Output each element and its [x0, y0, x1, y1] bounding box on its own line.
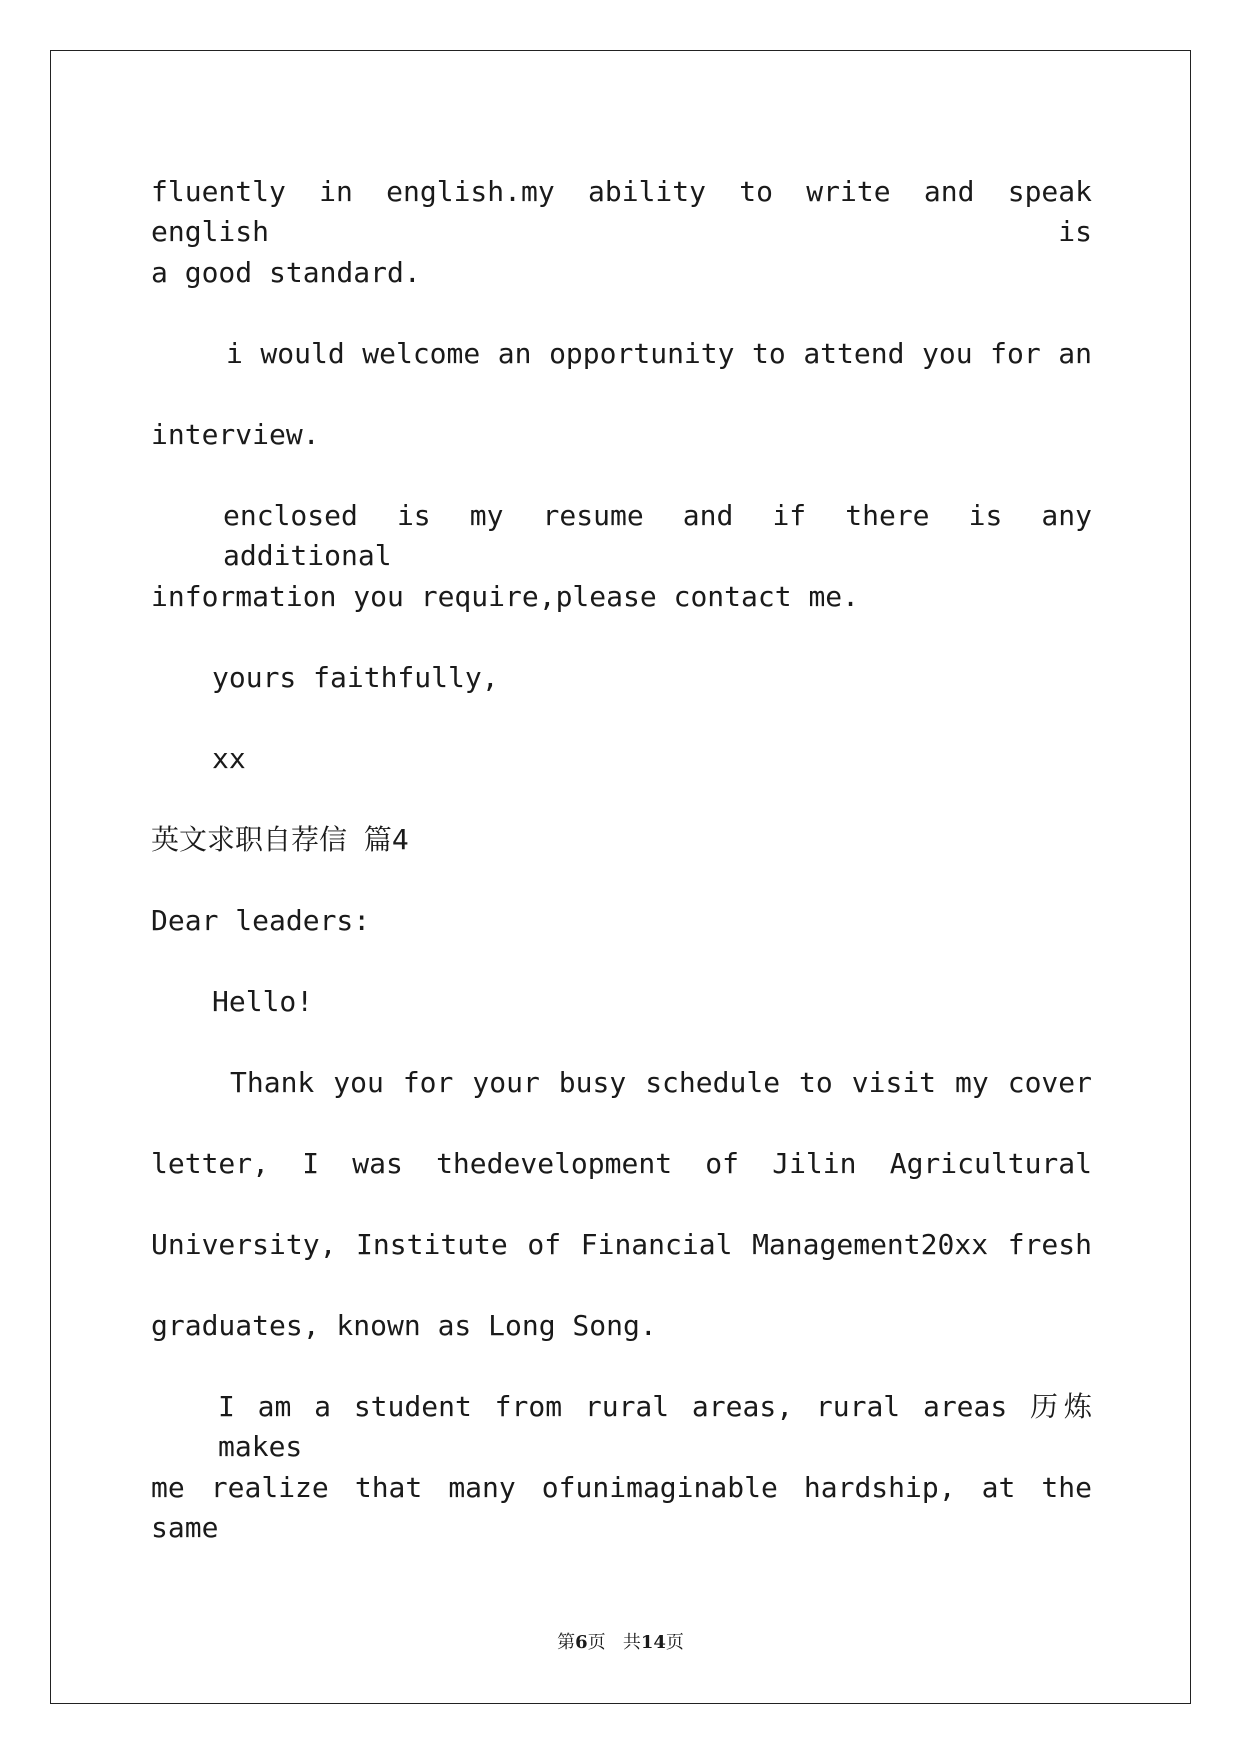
- body-line: me realize that many ofunimaginable hardship, at the same: [151, 1471, 1092, 1544]
- body-line: yours faithfully,: [212, 661, 499, 694]
- greeting: Hello!: [212, 985, 314, 1018]
- body-line: information you require,please contact me.: [151, 580, 860, 613]
- body-line: xx: [212, 742, 246, 775]
- body-line: fluently in english.my ability to write and speak english is: [151, 175, 1092, 248]
- page-number-footer: [0, 1628, 1241, 1654]
- current-page-number: 6: [575, 1632, 588, 1653]
- body-line: I am a student from rural areas, rural areas 历炼 makes: [218, 1390, 1092, 1463]
- body-line: enclosed is my resume and if there is any additional: [223, 499, 1092, 572]
- salutation: Dear leaders:: [151, 904, 371, 937]
- body-line: i would welcome an opportunity to attend you for an: [226, 337, 1092, 370]
- footer-total-prefix: 共: [622, 1632, 641, 1653]
- section-heading: 英文求职自荐信 篇4: [151, 823, 409, 856]
- body-line: graduates, known as Long Song.: [151, 1309, 657, 1342]
- body-line: letter, I was thedevelopment of Jilin Agricultural: [151, 1147, 1092, 1180]
- body-line: a good standard.: [151, 256, 421, 289]
- footer-prefix: 第: [557, 1632, 576, 1653]
- body-line: interview.: [151, 418, 320, 451]
- total-pages-number: 14: [640, 1632, 666, 1653]
- body-line: Thank you for your busy schedule to visit my cover: [230, 1066, 1092, 1099]
- footer-total-unit: 页: [665, 1632, 684, 1653]
- footer-page-unit: 页: [587, 1632, 606, 1653]
- body-line: University, Institute of Financial Management20xx fresh: [151, 1228, 1092, 1261]
